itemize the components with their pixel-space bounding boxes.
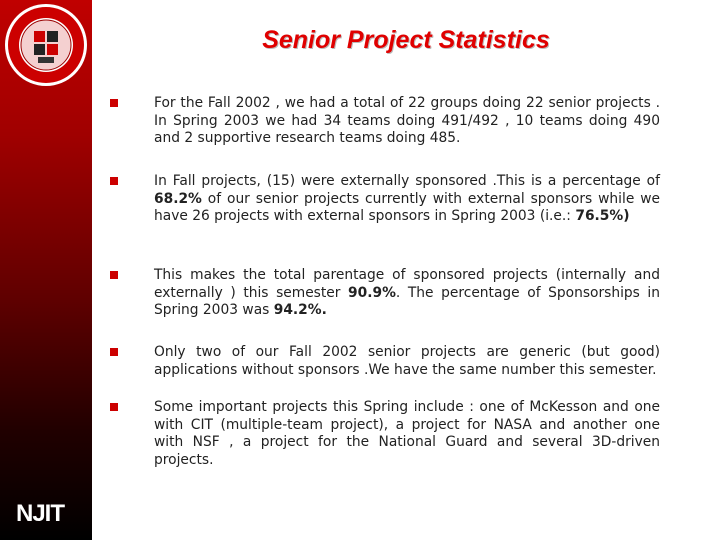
bullet-highlight: 76.5%) [575, 208, 630, 224]
bullet-run: Some important projects this Spring include : one of McKesson and one with CIT (multiple-team project), a project for NASA and another one with NSF , a project for the National Guard and several 3D-driven projects. [154, 399, 660, 468]
bullet-run: For the Fall 2002 , we had a total of 22 groups doing 22 senior projects . In Spring 2003 we had 34 teams doing 491/492 , 10 teams doing 490 and 2 supportive research teams doing 485. [154, 95, 660, 146]
bullet-marker-icon [110, 348, 118, 356]
bullet-run: Only two of our Fall 2002 senior projects are generic (but good) applications without sponsors .We have the same number this semester. [154, 344, 660, 378]
bullet-text [126, 173, 660, 226]
njit-logo: NJIT [16, 500, 65, 527]
bullet-text [126, 95, 660, 148]
institute-seal-icon [4, 3, 88, 87]
bullet-highlight: 90.9% [348, 284, 396, 301]
bullet-marker-icon [110, 403, 118, 411]
bullet-item [126, 267, 660, 320]
bullet-marker-icon [110, 271, 118, 279]
bullet-text [126, 344, 660, 379]
bullet-item [126, 95, 660, 148]
bullet-text [126, 267, 660, 320]
bullet-run: of our senior projects currently with external sponsors while we have 26 projects with external sponsors in Spring 2003 (i.e.: [154, 190, 660, 224]
bullet-highlight: 94.2%. [273, 302, 327, 318]
bullet-marker-icon [110, 99, 118, 107]
bullet-run: . The percentage of Sponsorships in Spring 2003 was [154, 284, 661, 318]
sidebar-band [0, 0, 92, 540]
bullet-text [126, 399, 660, 469]
bullet-item [126, 173, 660, 226]
bullet-run: In Fall projects, (15) were externally sponsored .This is a percentage of [154, 173, 660, 189]
slide-title: Senior Project Statistics [262, 26, 550, 54]
bullet-item [126, 344, 660, 379]
bullet-highlight: 68.2% [154, 190, 202, 207]
bullet-item [126, 399, 660, 469]
bullet-run: This makes the total parentage of sponsored projects (internally and externally ) this semester [154, 267, 660, 301]
bullet-marker-icon [110, 177, 118, 185]
